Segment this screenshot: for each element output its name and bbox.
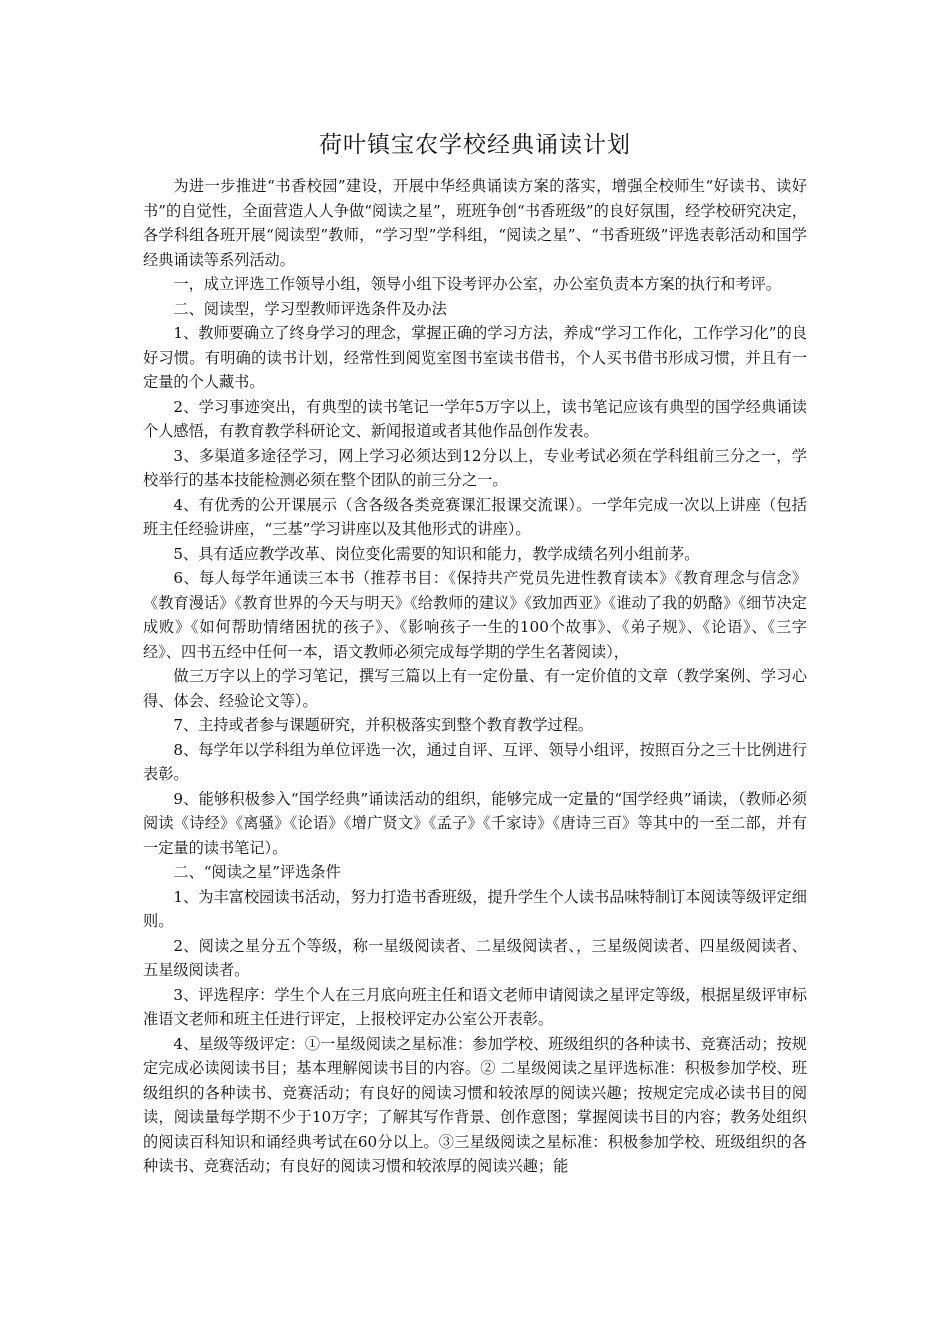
paragraph-star-4: 4、星级等级评定：①一星级阅读之星标准：参加学校、班级组织的各种读书、竞赛活动；按规定完成必读阅读书目；基本理解阅读书目的内容。② 二星级阅读之星评选标准：积极参加学校、班级组织的各种读书、竞赛活动；有良好的阅读习惯和较浓厚的阅读兴趣；按规定完成必读书目的阅读，阅读量每学期不少于10万字；了解其写作背景、创作意图；掌握阅读书目的内容；教务处组织的阅读百科知识和诵经典考试在60分以上。③三星级阅读之星标准：积极参加学校、班级组织的各种读书、竞赛活动；有良好的阅读习惯和较浓厚的阅读兴趣；能 [143, 1034, 807, 1175]
paragraph-star-1: 1、为丰富校园读书活动，努力打造书香班级，提升学生个人读书品味特制订本阅读等级评定细则。 [143, 887, 807, 930]
paragraph-item-3: 3、多渠道多途径学习，网上学习必须达到12分以上，专业考试必须在学科组前三分之一，学校举行的基本技能检测必须在整个团队的前三分之一。 [143, 446, 807, 489]
document-page [143, 128, 807, 1179]
paragraph-intro: 为进一步推进“书香校园”建设，开展中华经典诵读方案的落实，增强全校师生“好读书、读好书”的自觉性，全面营造人人争做“阅读之星”，班班争创“书香班级”的良好氛围，经学校研究决定，各学科组各班开展“阅读型”教师，“学习型”学科组，“阅读之星”、“书香班级”评选表彰活动和国学经典诵读等系列活动。 [143, 177, 807, 269]
paragraph-star-2: 2、阅读之星分五个等级，称一星级阅读者、二星级阅读者、，三星级阅读者、四星级阅读者、五星级阅读者。 [143, 936, 807, 979]
paragraph-item-6-continued: 做三万字以上的学习笔记，撰写三篇以上有一定份量、有一定价值的文章（教学案例、学习心得、体会、经验论文等）。 [143, 667, 807, 710]
paragraph-item-8: 8、每学年以学科组为单位评选一次，通过自评、互评、领导小组评，按照百分之三十比例进行表彰。 [143, 740, 807, 783]
paragraph-section-1: 一，成立评选工作领导小组，领导小组下设考评办公室，办公室负责本方案的执行和考评。 [173, 275, 781, 293]
document-body [143, 174, 807, 1179]
paragraph-item-1: 1、教师要确立了终身学习的理念，掌握正确的学习方法，养成“学习工作化，工作学习化”的良好习惯。有明确的读书计划，经常性到阅览室图书室读书借书，个人买书借书形成习惯，并且有一定量的个人藏书。 [143, 324, 807, 391]
paragraph-item-9: 9、能够积极参入“国学经典”诵读活动的组织，能够完成一定量的“国学经典”诵读，（教师必须阅读《诗经》《离骚》《论语》《增广贤文》《孟子》《千家诗》《唐诗三百》等其中的一至二部，并有一定量的读书笔记）。 [143, 789, 807, 857]
paragraph-item-6: 6、每人每学年通读三本书（推荐书目：《保持共产党员先进性教育读本》《教育理念与信念》《教育漫话》《教育世界的今天与明天》《给教师的建议》《致加西亚》《谁动了我的奶酪》《细节决定成败》《如何帮助情绪困扰的孩子》、《影响孩子一生的100个故事》、《弟子规》、《论语》、《三字经》、四书五经中任何一本，语文教师必须完成每学期的学生名著阅读）， [143, 569, 807, 661]
paragraph-item-2: 2、学习事迹突出，有典型的读书笔记一学年5万字以上，读书笔记应该有典型的国学经典诵读个人感悟，有教育教学科研论文、新闻报道或者其他作品创作发表。 [143, 397, 807, 440]
paragraph-item-4: 4、有优秀的公开课展示（含各级各类竞赛课汇报课交流课）。一学年完成一次以上讲座（包括班主任经验讲座，“三基”学习讲座以及其他形式的讲座）。 [143, 495, 807, 538]
paragraph-item-7: 7、主持或者参与课题研究，并积极落实到整个教育教学过程。 [173, 716, 594, 734]
paragraph-item-5: 5、具有适应教学改革、岗位变化需要的知识和能力，教学成绩名列小组前茅。 [173, 544, 700, 563]
heading-reading-star: 二、“阅读之星”评选条件 [173, 863, 341, 881]
paragraph-star-3: 3、评选程序：学生个人在三月底向班主任和语文老师申请阅读之星评定等级，根据星级评审标准语文老师和班主任进行评定，上报校评定办公室公开表彰。 [143, 985, 807, 1028]
document-title: 荷叶镇宝农学校经典诵读计划 [319, 132, 631, 158]
heading-teacher-criteria: 二、阅读型，学习型教师评选条件及办法 [173, 299, 447, 318]
